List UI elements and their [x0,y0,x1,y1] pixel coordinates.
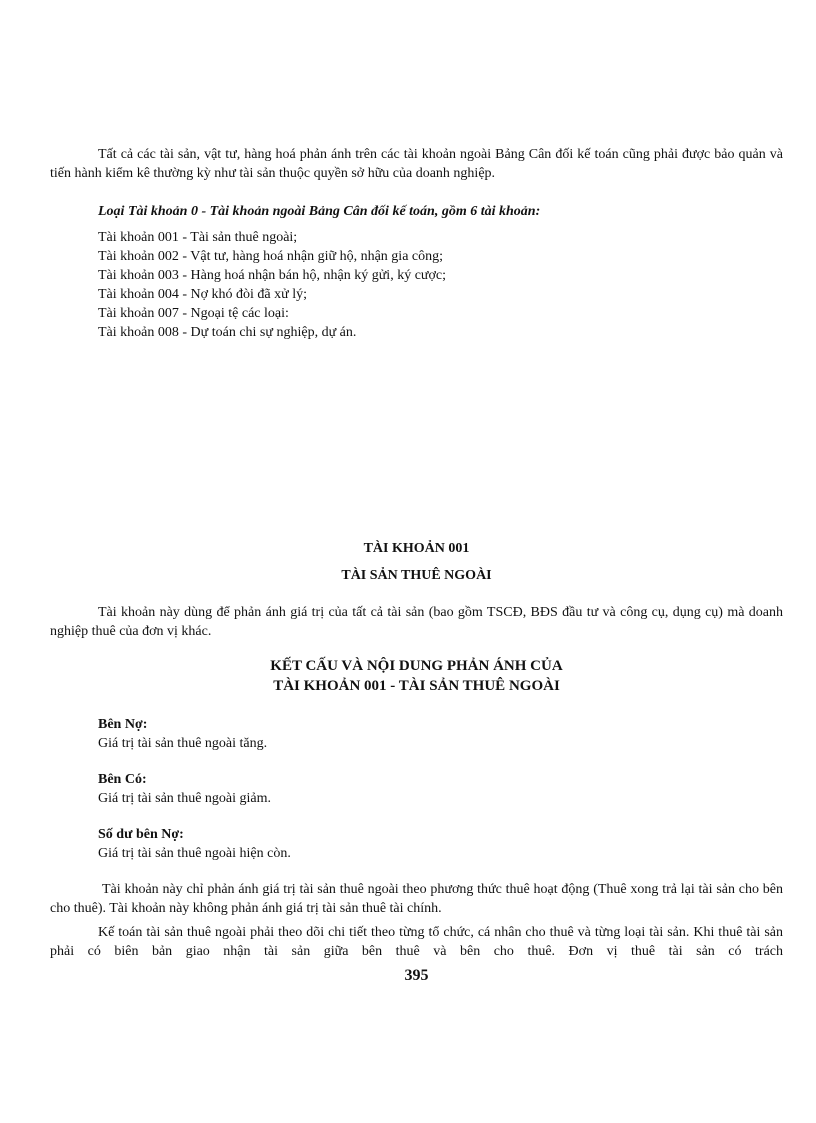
credit-label: Bên Có: [98,772,147,787]
group-heading: Loại Tài khoản 0 - Tài khoản ngoài Bảng Cân đối kế toán, gồm 6 tài khoản: [98,204,541,219]
structure-heading-line1: KẾT CẤU VÀ NỘI DUNG PHẢN ÁNH CỦA [270,658,563,674]
list-item: Tài khoản 002 - Vật tư, hàng hoá nhận giữ hộ, nhận gia công; [98,249,444,264]
balance-value: Giá trị tài sản thuê ngoài hiện còn. [98,846,291,861]
list-item: Tài khoản 008 - Dự toán chi sự nghiệp, dự án. [98,325,357,340]
list-item: Tài khoản 007 - Ngoại tệ các loại: [98,306,289,321]
account-title: TÀI KHOẢN 001 [363,541,470,556]
balance-label: Số dư bên Nợ: [98,827,184,842]
list-item: Tài khoản 004 - Nợ khó đòi đã xử lý; [98,287,308,302]
note-paragraph-1: Tài khoản này chỉ phản ánh giá trị tài sản thuê ngoài theo phương thức thuê hoạt động (Thuê xong trả lại tài sản cho bên cho thuê). Tài khoản này không phản ánh giá trị tài sản thuê tài chính. [50,882,783,916]
list-item: Tài khoản 003 - Hàng hoá nhận bán hộ, nhận ký gửi, ký cược; [98,268,446,283]
intro-paragraph: Tất cả các tài sản, vật tư, hàng hoá phản ánh trên các tài khoản ngoài Bảng Cân đối kế toán cũng phải được bảo quản và tiến hành kiểm kê thường kỳ như tài sản thuộc quyền sở hữu của doanh nghiệp. [50,147,783,181]
page-number: 395 [404,967,429,984]
list-item: Tài khoản 001 - Tài sản thuê ngoài; [98,230,298,245]
credit-value: Giá trị tài sản thuê ngoài giảm. [98,791,272,806]
structure-heading-line2: TÀI KHOẢN 001 - TÀI SẢN THUÊ NGOÀI [273,678,560,694]
account-description: Tài khoản này dùng để phản ánh giá trị của tất cả tài sản (bao gồm TSCĐ, BĐS đầu tư và công cụ, dụng cụ) mà doanh nghiệp thuê của đơn vị khác. [50,605,783,639]
note-paragraph-2: Kế toán tài sản thuê ngoài phải theo dõi chi tiết theo từng tổ chức, cá nhân cho thuê và từng loại tài sản. Khi thuê tài sản phải có biên bản giao nhận tài sản giữa bên thuê và bên cho thuê. Đơn vị thuê tài sản có trách [50,925,783,959]
debit-label: Bên Nợ: [98,717,148,732]
account-list [98,228,783,342]
debit-value: Giá trị tài sản thuê ngoài tăng. [98,736,268,751]
account-subtitle: TÀI SẢN THUÊ NGOÀI [341,568,492,583]
